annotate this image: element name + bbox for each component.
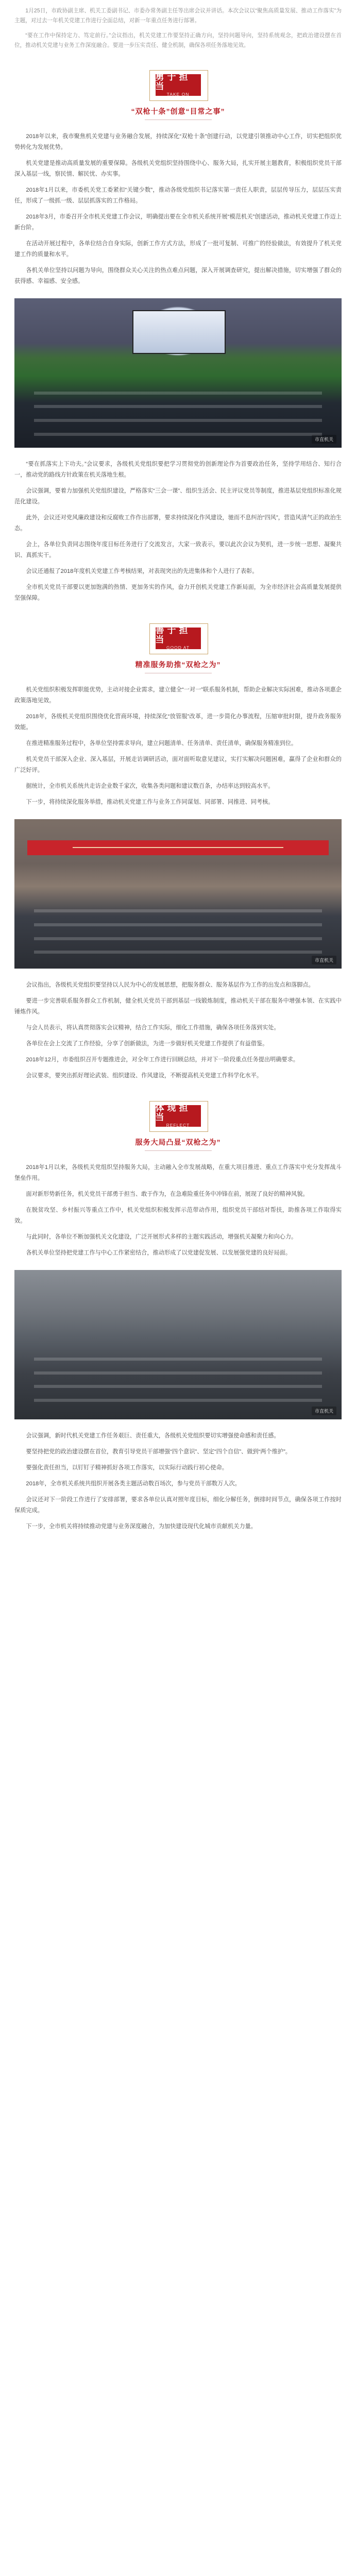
section-3-header (0, 1099, 356, 1151)
paragraph: 2018年1月以来，各级机关党组织坚持服务大局，主动融入全市发展战略，在重大项目推进、重点工作落实中充分发挥战斗堡垒作用。 (14, 1164, 342, 1181)
meeting-photo (14, 298, 342, 448)
paragraph: 据统计，全市机关系统共走访企业数千家次，收集各类问题和建议数百条，办结率达到较高水平。 (26, 783, 274, 789)
paragraph: 全市机关党员干部要以更加饱满的热情、更加务实的作风，奋力开创机关党建工作新局面，为全市经济社会高质量发展提供坚强保障。 (14, 584, 342, 601)
section-tag-en: GOOD AT (166, 645, 190, 650)
paragraph: 2018年，全市机关系统共组织开展各类主题活动数百场次，参与党员干部数万人次。 (26, 1481, 241, 1487)
watermark: 市直机关 (312, 956, 336, 964)
paragraph: 与此同时，各单位不断加强机关文化建设，广泛开展形式多样的主题实践活动，增强机关凝聚力和向心力。 (26, 1234, 297, 1240)
paragraph: 此外，会议还对党风廉政建设和反腐败工作作出部署，要求持续深化作风建设，驰而不息纠治“四风”，营造风清气正的政治生态。 (14, 515, 342, 532)
paragraph: 会议还对下一阶段工作进行了安排部署，要求各单位认真对照年度目标，细化分解任务，倒排时间节点，确保各项工作按时保质完成。 (14, 1497, 342, 1514)
paragraph: 各单位在会上交流了工作经验，分享了创新做法，为进一步做好机关党建工作提供了有益借鉴。 (26, 1041, 268, 1047)
section-badge (144, 68, 212, 102)
section-title: 服务大局凸显“双枪之为” (135, 1138, 221, 1146)
paragraph: 在推进精准服务过程中，各单位坚持需求导向，建立问题清单、任务清单、责任清单，确保服务精准到位。 (26, 740, 297, 747)
audience (14, 1351, 342, 1419)
section-badge (144, 1099, 212, 1133)
paragraph: 与会人员表示，将认真贯彻落实会议精神，结合工作实际，细化工作措施，确保各项任务落到实处。 (26, 1025, 280, 1031)
meeting-photo (14, 1270, 342, 1419)
section-tag: 体现担当 (155, 1103, 191, 1122)
paragraph: 要坚持把党的政治建设摆在首位，教育引导党员干部增强“四个意识”、坚定“四个自信”、做到“两个维护”。 (26, 1449, 291, 1455)
paragraph: 会议强调，新时代机关党建工作任务艰巨、责任重大，各级机关党组织要切实增强使命感和责任感。 (26, 1433, 280, 1439)
intro-paragraph: 1月25日，市政协副主席、机关工委副书记、市委办常务副主任等出席会议并讲话。本次会议以“聚焦高质量发展、推动工作落实”为主题，对过去一年机关党建工作进行全面总结，对新一年重点任务进行部署。 (14, 8, 342, 24)
watermark: 市直机关 (312, 435, 336, 444)
projection-screen (132, 310, 226, 354)
paragraph: 机关党组织积极发挥职能优势，主动对接企业需求，建立健全“一对一”联系服务机制，帮助企业解决实际困难，推动各项惠企政策落地见效。 (14, 687, 342, 704)
paragraph: 2018年，各级机关党组织围绕优化营商环境，持续深化“放管服”改革，进一步简化办事流程，压缩审批时限，提升政务服务效能。 (14, 714, 342, 731)
audience (14, 900, 342, 969)
paragraph: 2018年以来，我市聚焦机关党建与业务融合发展，持续深化“双枪十条”创建行动，以党建引领推动中心工作，切实把组织优势转化为发展优势。 (14, 133, 342, 150)
paragraph: 会上，各单位负责同志围绕年度目标任务进行了交流发言，大家一致表示，要以此次会议为契机，进一步统一思想、凝聚共识、真抓实干。 (14, 541, 342, 558)
paragraph: 2018年12月，市委组织召开专题推进会，对全年工作进行回顾总结，并对下一阶段重点任务提出明确要求。 (26, 1057, 299, 1063)
divider (145, 1150, 212, 1151)
paragraph: 在活动开展过程中，各单位结合自身实际，创新工作方式方法，形成了一批可复制、可推广的经验做法，有效提升了机关党建工作的质量和水平。 (14, 241, 342, 258)
section-tag: 善于担当 (155, 625, 191, 645)
paragraph: 要强化责任担当，以钉钉子精神抓好各项工作落实，以实际行动践行初心使命。 (26, 1465, 228, 1471)
paragraph: 2018年3月，市委召开全市机关党建工作会议，明确提出要在全市机关系统开展“模范机关”创建活动，推动机关党建工作迈上新台阶。 (14, 214, 342, 231)
audience (14, 379, 342, 448)
paragraph: 机关党员干部深入企业、深入基层，开展走访调研活动，面对面听取意见建议，实打实解决问题困难，赢得了企业和群众的广泛好评。 (14, 756, 342, 773)
section-tag-en: REFLECT (166, 1123, 190, 1128)
paragraph: 下一步，将持续深化服务举措，推动机关党建工作与业务工作同谋划、同部署、同推进、同考核。 (26, 799, 274, 805)
section-2-header (0, 621, 356, 673)
section-1-header (0, 68, 356, 120)
paragraph: 在脱贫攻坚、乡村振兴等重点工作中，机关党组织积极发挥示范带动作用，组织党员干部结对帮扶，助推各项工作取得实效。 (14, 1207, 342, 1224)
watermark: 市直机关 (312, 1406, 336, 1415)
paragraph: 会议要求，要突出抓好理论武装、组织建设、作风建设，不断提高机关党建工作科学化水平。 (26, 1073, 263, 1079)
paragraph: 下一步，全市机关将持续推动党建与业务深度融合，为加快建设现代化城市贡献机关力量。 (26, 1523, 257, 1530)
paragraph: 会议还通报了2018年度机关党建工作考核结果，对表现突出的先进集体和个人进行了表彰。 (26, 568, 258, 574)
meeting-photo (14, 819, 342, 969)
meeting-banner (27, 840, 328, 855)
section-tag-en: TAKE ON (166, 92, 190, 97)
section-tag: 勇于担当 (155, 72, 191, 91)
paragraph: 各机关单位坚持以问题为导向，围绕群众关心关注的热点难点问题，深入开展调查研究，提出解决措施，切实增强了群众的获得感、幸福感、安全感。 (14, 267, 342, 284)
paragraph: 2018年1月以来，市委机关党工委紧扣“关键少数”，推动各级党组织书记落实第一责任人职责，层层传导压力，层层压实责任，形成了一级抓一级、层层抓落实的工作格局。 (14, 187, 342, 204)
section-badge (144, 621, 212, 655)
paragraph: 要进一步完善联系服务群众工作机制，健全机关党员干部到基层一线锻炼制度，推动机关干部在服务中增强本领、在实践中锤炼作风。 (14, 998, 342, 1015)
intro-paragraph-2: “要在工作中保持定力、笃定前行。”会议指出，机关党建工作要坚持正确方向，坚持问题导向，坚持系统观念，把政治建设摆在首位，推动机关党建与业务工作深度融合。要进一步压实责任、健全机制，确保各项任务落地见效。 (14, 32, 342, 48)
paragraph: 机关党建是推动高质量发展的重要保障。各级机关党组织坚持围绕中心、服务大局，扎实开展主题教育，积极组织党员干部深入基层一线，察民情、解民忧、办实事。 (14, 160, 342, 177)
paragraph: 面对新形势新任务，机关党员干部勇于担当、敢于作为，在急难险重任务中冲锋在前，展现了良好的精神风貌。 (26, 1191, 309, 1197)
paragraph: 会议指出，各级机关党组织要坚持以人民为中心的发展思想，把服务群众、服务基层作为工作的出发点和落脚点。 (26, 982, 314, 988)
paragraph: 会议强调，要着力加强机关党组织建设，严格落实“三会一课”、组织生活会、民主评议党员等制度，推进基层党组织标准化规范化建设。 (14, 488, 342, 505)
section-title: “双枪十条”创意“目常之事” (131, 107, 225, 115)
paragraph: 各机关单位坚持把党建工作与中心工作紧密结合，推动形成了以党建促发展、以发展强党建的良好局面。 (26, 1250, 292, 1256)
paragraph: “要在抓落实上下功夫。”会议要求，各级机关党组织要把学习贯彻党的创新理论作为首要政治任务，坚持学用结合、知行合一，推动党的路线方针政策在机关落地生根。 (14, 461, 342, 478)
section-title: 精准服务助推“双枪之为” (135, 660, 221, 669)
